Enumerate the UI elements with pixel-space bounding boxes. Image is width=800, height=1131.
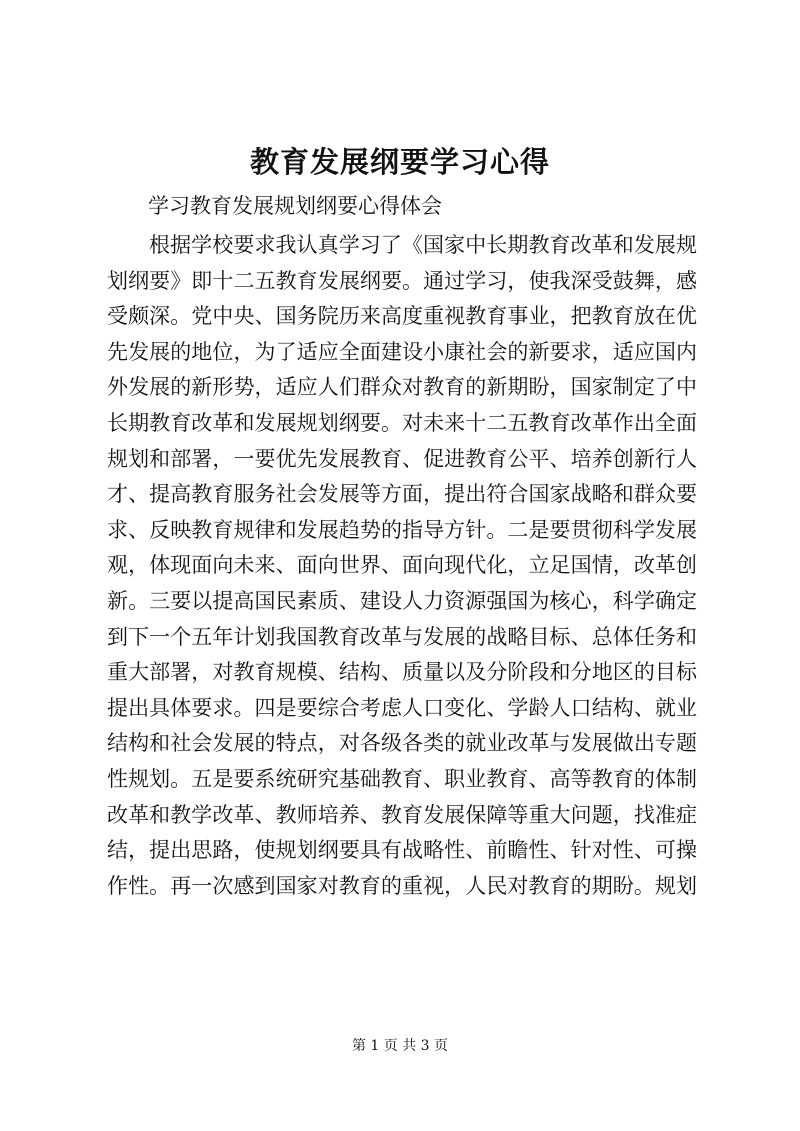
body-line: 到下一个五年计划我国教育改革与发展的战略目标、总体任务和 xyxy=(107,624,697,649)
body-line: 外发展的新形势，适应人们群众对教育的新期盼，国家制定了中 xyxy=(107,375,697,400)
body-line: 性规划。五是要系统研究基础教育、职业教育、高等教育的体制 xyxy=(107,766,697,791)
body-line: 作性。再一次感到国家对教育的重视，人民对教育的期盼。规划 xyxy=(107,873,697,898)
document-body xyxy=(107,228,697,904)
page-footer: 第 1 页 共 3 页 xyxy=(351,1038,449,1054)
body-line: 提出具体要求。四是要综合考虑人口变化、学龄人口结构、就业 xyxy=(107,695,697,720)
document-subtitle: 学习教育发展规划纲要心得体会 xyxy=(148,194,442,218)
body-line: 根据学校要求我认真学习了《国家中长期教育改革和发展规 xyxy=(149,233,697,257)
body-line: 受颇深。党中央、国务院历来高度重视教育事业，把教育放在优 xyxy=(107,304,697,329)
body-line: 重大部署，对教育规模、结构、质量以及分阶段和分地区的目标 xyxy=(107,660,697,685)
body-line: 新。三要以提高国民素质、建设人力资源强国为核心，科学确定 xyxy=(107,588,697,613)
document-title: 教育发展纲要学习心得 xyxy=(249,145,550,179)
body-line: 结构和社会发展的特点，对各级各类的就业改革与发展做出专题 xyxy=(107,731,697,756)
body-line: 改革和教学改革、教师培养、教育发展保障等重大问题，找准症 xyxy=(107,802,697,827)
body-line: 观，体现面向未来、面向世界、面向现代化，立足国情，改革创 xyxy=(107,553,697,578)
body-line: 结，提出思路，使规划纲要具有战略性、前瞻性、针对性、可操 xyxy=(107,838,697,863)
body-line: 才、提高教育服务社会发展等方面，提出符合国家战略和群众要 xyxy=(107,482,697,507)
body-line: 求、反映教育规律和发展趋势的指导方针。二是要贯彻科学发展 xyxy=(107,517,697,542)
body-line: 规划和部署，一要优先发展教育、促进教育公平、培养创新行人 xyxy=(107,446,697,471)
body-line: 先发展的地位，为了适应全面建设小康社会的新要求，适应国内 xyxy=(107,339,697,364)
body-line: 划纲要》即十二五教育发展纲要。通过学习，使我深受鼓舞，感 xyxy=(107,268,697,293)
body-line: 长期教育改革和发展规划纲要。对未来十二五教育改革作出全面 xyxy=(107,410,697,435)
